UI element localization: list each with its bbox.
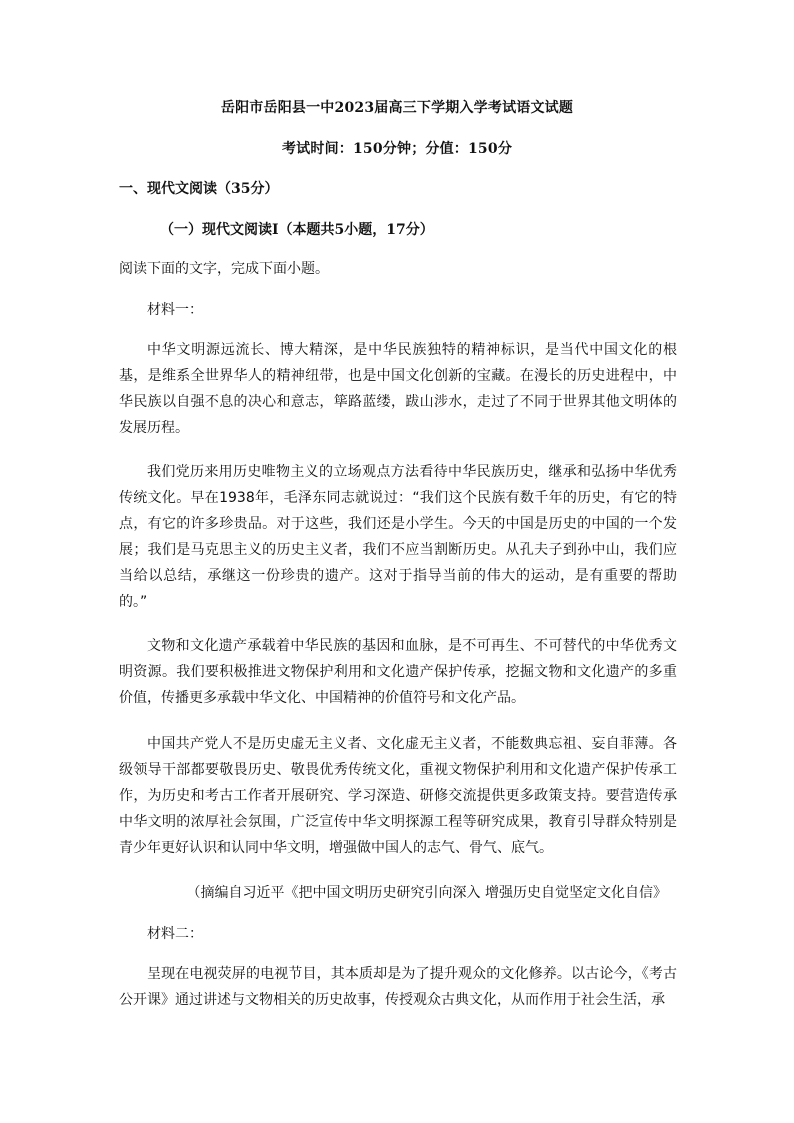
- material-2-label: 材料二：: [147, 926, 203, 942]
- paragraph: 我们党历来用历史唯物主义的立场观点方法看待中华民族历史，继承和弘扬中华优秀传统文化。早在1938年，毛泽东同志就说过：“我们这个民族有数千年的历史，有它的特点，有它的许多珍贵品。对于这些，我们还是小学生。今天的中国是历史的中国的一个发展；我们是马克思主义的历史主义者，我们不应当割断历史。从孔夫子到孙中山，我们应当给以总结，承继这一份珍贵的遗产。这对于指导当前的伟大的运动，是有重要的帮助的。”: [119, 464, 677, 610]
- paragraph: 呈现在电视荧屏的电视节目，其本质却是为了提升观众的文化修养。以古论今，《考古公开课》通过讲述与文物相关的历史故事，传授观众古典文化，从而作用于社会生活，承: [119, 966, 677, 1008]
- source-citation: （摘编自习近平《把中国文明历史研究引向深入 增强历史自觉坚定文化自信》: [186, 885, 667, 901]
- paragraph: 文物和文化遗产承载着中华民族的基因和血脉，是不可再生、不可替代的中华优秀文明资源。我们要积极推进文物保护利用和文化遗产保护传承，挖掘文物和文化遗产的多重价值，传播更多承载中华文化、中国精神的价值符号和文化产品。: [119, 638, 677, 706]
- section-heading: 一、现代文阅读（35分）: [119, 181, 279, 197]
- paragraph: 中华文明源远流长、博大精深，是中华民族独特的精神标识，是当代中国文化的根基，是维系全世界华人的精神纽带，也是中国文化创新的宝藏。在漫长的历史进程中，中华民族以自强不息的决心和意志，筚路蓝缕，跋山涉水，走过了不同于世界其他文明体的发展历程。: [119, 342, 677, 436]
- exam-info: 考试时间：150分钟；分值：150分: [281, 141, 513, 157]
- material-1-label: 材料一：: [147, 302, 203, 318]
- instruction-text: 阅读下面的文字，完成下面小题。: [119, 261, 329, 277]
- document-title: 岳阳市岳阳县一中2023届高三下学期入学考试语文试题: [220, 100, 574, 116]
- subsection-heading: （一）现代文阅读Ⅰ（本题共5小题，17分）: [160, 222, 434, 238]
- paragraph: 中国共产党人不是历史虚无主义者、文化虚无主义者，不能数典忘祖、妄自菲薄。各级领导干部都要敬畏历史、敬畏优秀传统文化，重视文物保护利用和文化遗产保护传承工作，为历史和考古工作者开展研究、学习深造、研修交流提供更多政策支持。要营造传承中华文明的浓厚社会氛围，广泛宣传中华文明探源工程等研究成果，教育引导群众特别是青少年更好认识和认同中华文明，增强做中国人的志气、骨气、底气。: [119, 736, 677, 856]
